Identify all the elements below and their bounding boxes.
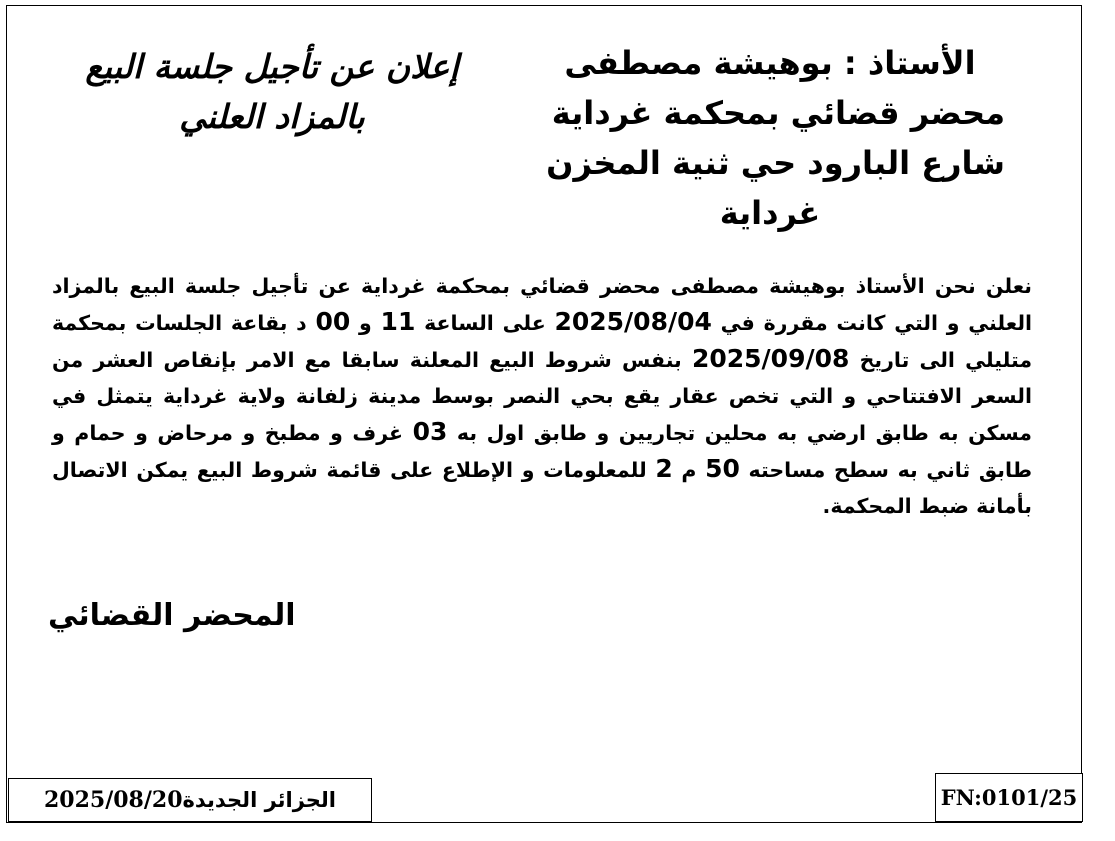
body-part-2: على الساعة (424, 311, 546, 335)
new-session-date: 2025/09/08 (691, 344, 850, 373)
publication-box (8, 778, 372, 822)
body-part-1: نعلن نحن الأستاذ بوهيشة مصطفى محضر قضائي بمحكمة غرداية عن تأجيل جلسة البيع بالمزاد العلني و التي كانت مقررة في (52, 274, 1033, 335)
file-number-box (935, 773, 1083, 822)
title-line-1: إعلان عن تأجيل جلسة البيع (85, 47, 459, 86)
original-session-date: 2025/08/04 (554, 307, 712, 336)
area-unit: م (681, 458, 697, 482)
publication-date: 2025/08/20 (43, 787, 183, 813)
bailiff-header (535, 38, 1005, 238)
signature: المحضر القضائي (48, 598, 296, 633)
title-line-2: بالمزاد العلني (179, 97, 365, 136)
area-unit-power: 2 (655, 454, 673, 483)
rooms-count: 03 (412, 417, 448, 446)
surface-area: 50 (705, 454, 740, 483)
bailiff-name: الأستاذ : بوهيشة مصطفى (564, 44, 976, 82)
announcement-title (22, 42, 522, 142)
bailiff-court: محضر قضائي بمحكمة غرداية (551, 94, 1005, 132)
newspaper-name: الجزائر الجديدة (182, 788, 337, 812)
session-hour: 11 (380, 307, 416, 336)
body-part-3: و (359, 311, 372, 335)
file-number: FN:0101/25 (940, 785, 1078, 810)
body-part-5: بنفس شروط البيع المعلنة سابقا مع الامر بإنقاص العشر من السعر الافتتاحي و التي تخص عقار يقع بحي النصر بوسط مدينة زلفانة ولاية غرداية يتمثل في مسكن به طابق ارضي به محلين تجاريين و طابق اول به (52, 348, 1032, 445)
body-part-8: للمعلومات و الإطلاع على قائمة شروط البيع يمكن الاتصال بأمانة ضبط المحكمة. (52, 458, 1032, 518)
body-part-4: د بقاعة الجلسات بمحكمة متليلي الى تاريخ (52, 311, 1033, 372)
announcement-body (52, 268, 1032, 524)
session-minutes: 00 (315, 307, 351, 336)
bailiff-address: شارع البارود حي ثنية المخزن (546, 144, 1005, 182)
bailiff-city: غرداية (719, 194, 821, 232)
body-part-6: غرف و مطبخ و مرحاض و حمام و طابق ثاني به سطح مساحته (52, 421, 1033, 482)
